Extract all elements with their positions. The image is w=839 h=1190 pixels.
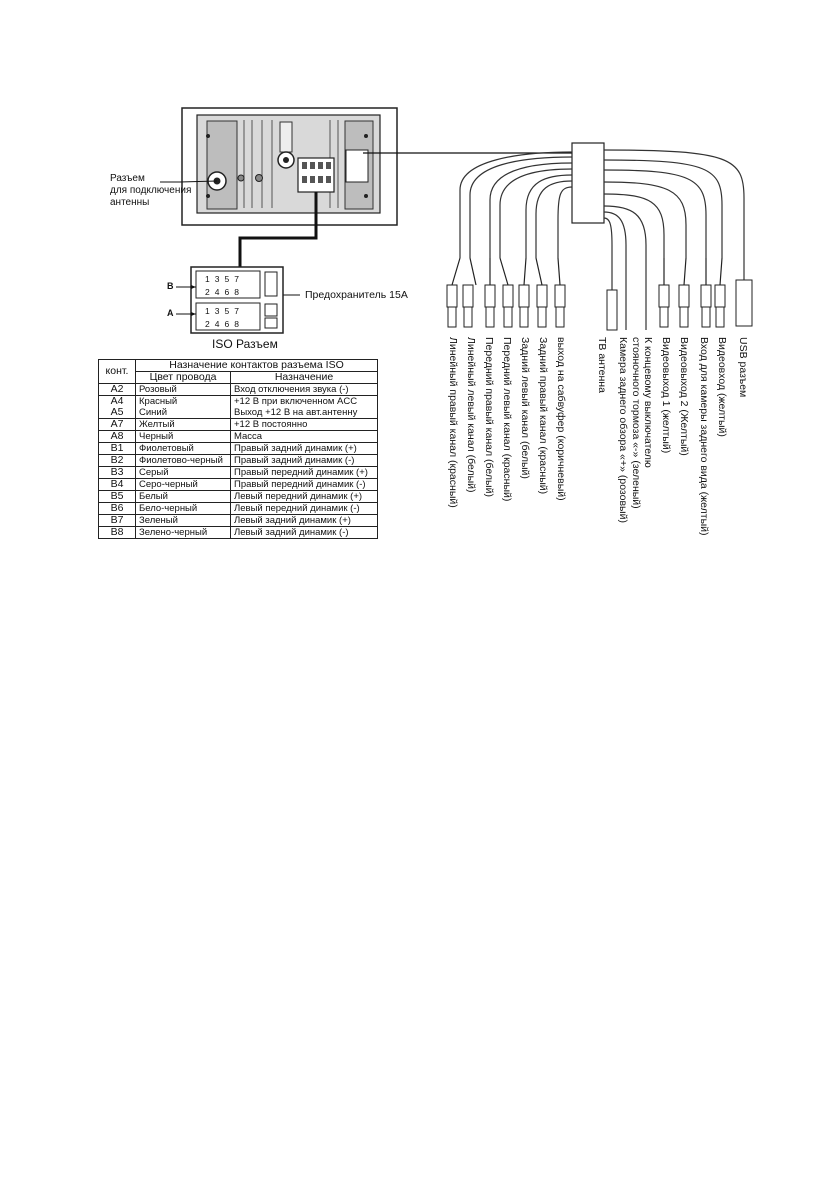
- pin-number: 5: [224, 306, 235, 316]
- pin-header: конт.: [99, 360, 136, 384]
- pin-cell: B3: [99, 467, 136, 479]
- function-cell: Правый задний динамик (-): [231, 455, 378, 467]
- cable-label-text: ТВ антенна: [596, 337, 608, 393]
- color-cell: Серо-черный: [136, 479, 231, 491]
- function-cell: [231, 396, 378, 419]
- rca-plug-tip: [486, 307, 494, 327]
- iso-b-pins-bottom: [205, 286, 244, 298]
- color-cell-line: Синий: [139, 407, 168, 418]
- function-cell: Вход отключения звука (-): [231, 384, 378, 396]
- cable-label: [716, 337, 728, 437]
- cable-label-text: стояночного тормоза «-» (зеленый): [630, 337, 642, 509]
- cable-label: [537, 337, 549, 494]
- pin-cell: A2: [99, 384, 136, 396]
- antenna-label-line: Разъем: [110, 173, 145, 184]
- cable-label-text: Линейный правый канал (красный): [447, 337, 459, 508]
- pin-number: 3: [214, 274, 225, 284]
- pin-number: 3: [214, 306, 225, 316]
- table-row: [99, 503, 378, 515]
- color-cell-line: Красный: [139, 396, 178, 407]
- pin-number: 6: [224, 319, 235, 329]
- color-cell: Черный: [136, 431, 231, 443]
- rca-plug-body: [701, 285, 711, 307]
- cable-label-text: Передний правый канал (белый): [483, 337, 495, 497]
- iso-row-b-label: B: [167, 281, 174, 291]
- pin-number: 4: [214, 319, 225, 329]
- table-row: [99, 384, 378, 396]
- function-cell: Левый передний динамик (-): [231, 503, 378, 515]
- pin-cell: B2: [99, 455, 136, 467]
- function-header: Назначение: [231, 372, 378, 384]
- cable-label-text: Задний правый канал (красный): [537, 337, 549, 495]
- rca-plugs: [452, 258, 722, 285]
- function-cell: Левый передний динамик (+): [231, 491, 378, 503]
- rca-plug-tip: [660, 307, 668, 327]
- rca-plug-tip: [556, 307, 564, 327]
- color-cell: Фиолетово-черный: [136, 455, 231, 467]
- pin-number: 4: [214, 287, 225, 297]
- cable-label: [596, 337, 608, 393]
- cable-label-text: Видеовыход 1 (желтый): [660, 337, 672, 454]
- rca-plug-tip: [716, 307, 724, 327]
- table-row: [99, 419, 378, 431]
- antenna-label-line: антенны: [110, 197, 150, 208]
- cable-label-text: выход на сабвуфер (коричневый): [555, 337, 567, 501]
- pin-cell: B6: [99, 503, 136, 515]
- pin-number: 7: [234, 306, 244, 316]
- table-row: [99, 515, 378, 527]
- iso-connector-caption: ISO Разъем: [212, 337, 278, 351]
- function-cell: +12 В постоянно: [231, 419, 378, 431]
- table-row: [99, 491, 378, 503]
- cable-label: [617, 337, 629, 523]
- color-cell: Серый: [136, 467, 231, 479]
- table-row: [99, 431, 378, 443]
- pin-number: 1: [205, 306, 215, 316]
- rca-plug-tip: [520, 307, 528, 327]
- function-cell: Правый передний динамик (-): [231, 479, 378, 491]
- cable-label: [737, 337, 749, 397]
- pin-cell: B5: [99, 491, 136, 503]
- plug-shapes: [447, 280, 752, 330]
- table-row: [99, 479, 378, 491]
- rca-plug-body: [447, 285, 457, 307]
- iso-pin-table: [98, 359, 378, 539]
- rca-plug-tip: [680, 307, 688, 327]
- iso-row-a-label: A: [167, 308, 174, 318]
- pin-cell-line: A4: [110, 395, 124, 407]
- function-cell: Левый задний динамик (+): [231, 515, 378, 527]
- cable-label-text: К концевому выключателю: [642, 337, 654, 468]
- color-cell: Зелено-черный: [136, 527, 231, 539]
- pin-cell: B1: [99, 443, 136, 455]
- iso-a-pins-bottom: [205, 318, 244, 330]
- pin-number: 8: [234, 319, 244, 329]
- function-cell: Правый передний динамик (+): [231, 467, 378, 479]
- pin-cell: [99, 396, 136, 419]
- rca-plug-body: [503, 285, 513, 307]
- rca-plug-tip: [702, 307, 710, 327]
- rca-plug-tip: [538, 307, 546, 327]
- color-cell: Желтый: [136, 419, 231, 431]
- cable-label-text: Задний левый канал (белый): [519, 337, 531, 479]
- rca-plug-body: [537, 285, 547, 307]
- color-cell: Белый: [136, 491, 231, 503]
- pin-number: 8: [234, 287, 244, 297]
- rca-plug-tip: [504, 307, 512, 327]
- cable-label: [660, 337, 672, 453]
- table-row: [99, 455, 378, 467]
- rca-plug-body: [519, 285, 529, 307]
- pin-number: 5: [224, 274, 235, 284]
- cable-label-text: USB разъем: [737, 337, 749, 398]
- rca-plug-body: [679, 285, 689, 307]
- rca-plug-body: [463, 285, 473, 307]
- table-row: [99, 443, 378, 455]
- cable-label: [483, 337, 495, 497]
- cable-label: [678, 337, 690, 456]
- cable-label: [698, 337, 710, 536]
- rca-plug-tip: [464, 307, 472, 327]
- antenna-connector-label: [110, 173, 191, 209]
- antenna-label-line: для подключения: [110, 185, 192, 196]
- cable-label: [555, 337, 567, 501]
- pin-cell: A7: [99, 419, 136, 431]
- pin-number: 7: [234, 274, 244, 284]
- iso-a-pins-top: [205, 305, 244, 317]
- cable-label: [630, 337, 654, 509]
- function-cell: Масса: [231, 431, 378, 443]
- function-cell-line: +12 В при включенном ACC: [234, 396, 358, 407]
- pin-cell: B8: [99, 527, 136, 539]
- cable-label: [447, 337, 459, 508]
- pin-number: 2: [205, 319, 215, 329]
- table-row: [99, 527, 378, 539]
- function-cell: Правый задний динамик (+): [231, 443, 378, 455]
- rca-plug-body: [659, 285, 669, 307]
- pin-cell: A8: [99, 431, 136, 443]
- function-cell: Левый задний динамик (-): [231, 527, 378, 539]
- pin-number: 6: [224, 287, 235, 297]
- head-unit: [182, 108, 397, 225]
- color-cell: Розовый: [136, 384, 231, 396]
- color-cell: Бело-черный: [136, 503, 231, 515]
- cable-label-text: Видеовход (желтый): [716, 337, 728, 437]
- cable-label: [501, 337, 513, 501]
- rca-plug-tip: [448, 307, 456, 327]
- color-header: Цвет провода: [136, 372, 231, 384]
- rca-plug-body: [555, 285, 565, 307]
- table-row: [99, 467, 378, 479]
- cable-label: [465, 337, 477, 493]
- rca-plug-body: [485, 285, 495, 307]
- tv-antenna-plug: [607, 290, 617, 330]
- fuse-label: Предохранитель 15A: [305, 289, 408, 301]
- color-cell: [136, 396, 231, 419]
- cable-label-text: Линейный левый канал (белый): [465, 337, 477, 493]
- pin-cell-line: A5: [110, 406, 124, 418]
- pin-cell: B7: [99, 515, 136, 527]
- cable-label-text: Передний левый канал (красный): [501, 337, 513, 502]
- function-cell-line: Выход +12 В на авт.антенну: [234, 407, 358, 418]
- cable-label-text: Видеовыход 2 (Желтый): [678, 337, 690, 456]
- table-title: Назначение контактов разъема ISO: [136, 360, 378, 372]
- pin-number: 1: [205, 274, 215, 284]
- cable-label-text: Камера заднего обзора «+» (розовый): [617, 337, 629, 523]
- pin-number: 2: [205, 287, 215, 297]
- color-cell: Зеленый: [136, 515, 231, 527]
- cable-label: [519, 337, 531, 479]
- color-cell: Фиолетовый: [136, 443, 231, 455]
- pin-cell: B4: [99, 479, 136, 491]
- usb-plug: [736, 280, 752, 326]
- iso-b-pins-top: [205, 273, 244, 285]
- cable-label-text: Вход для камеры заднего вида (желтый): [698, 337, 710, 536]
- rca-plug-body: [715, 285, 725, 307]
- table-row: [99, 396, 378, 419]
